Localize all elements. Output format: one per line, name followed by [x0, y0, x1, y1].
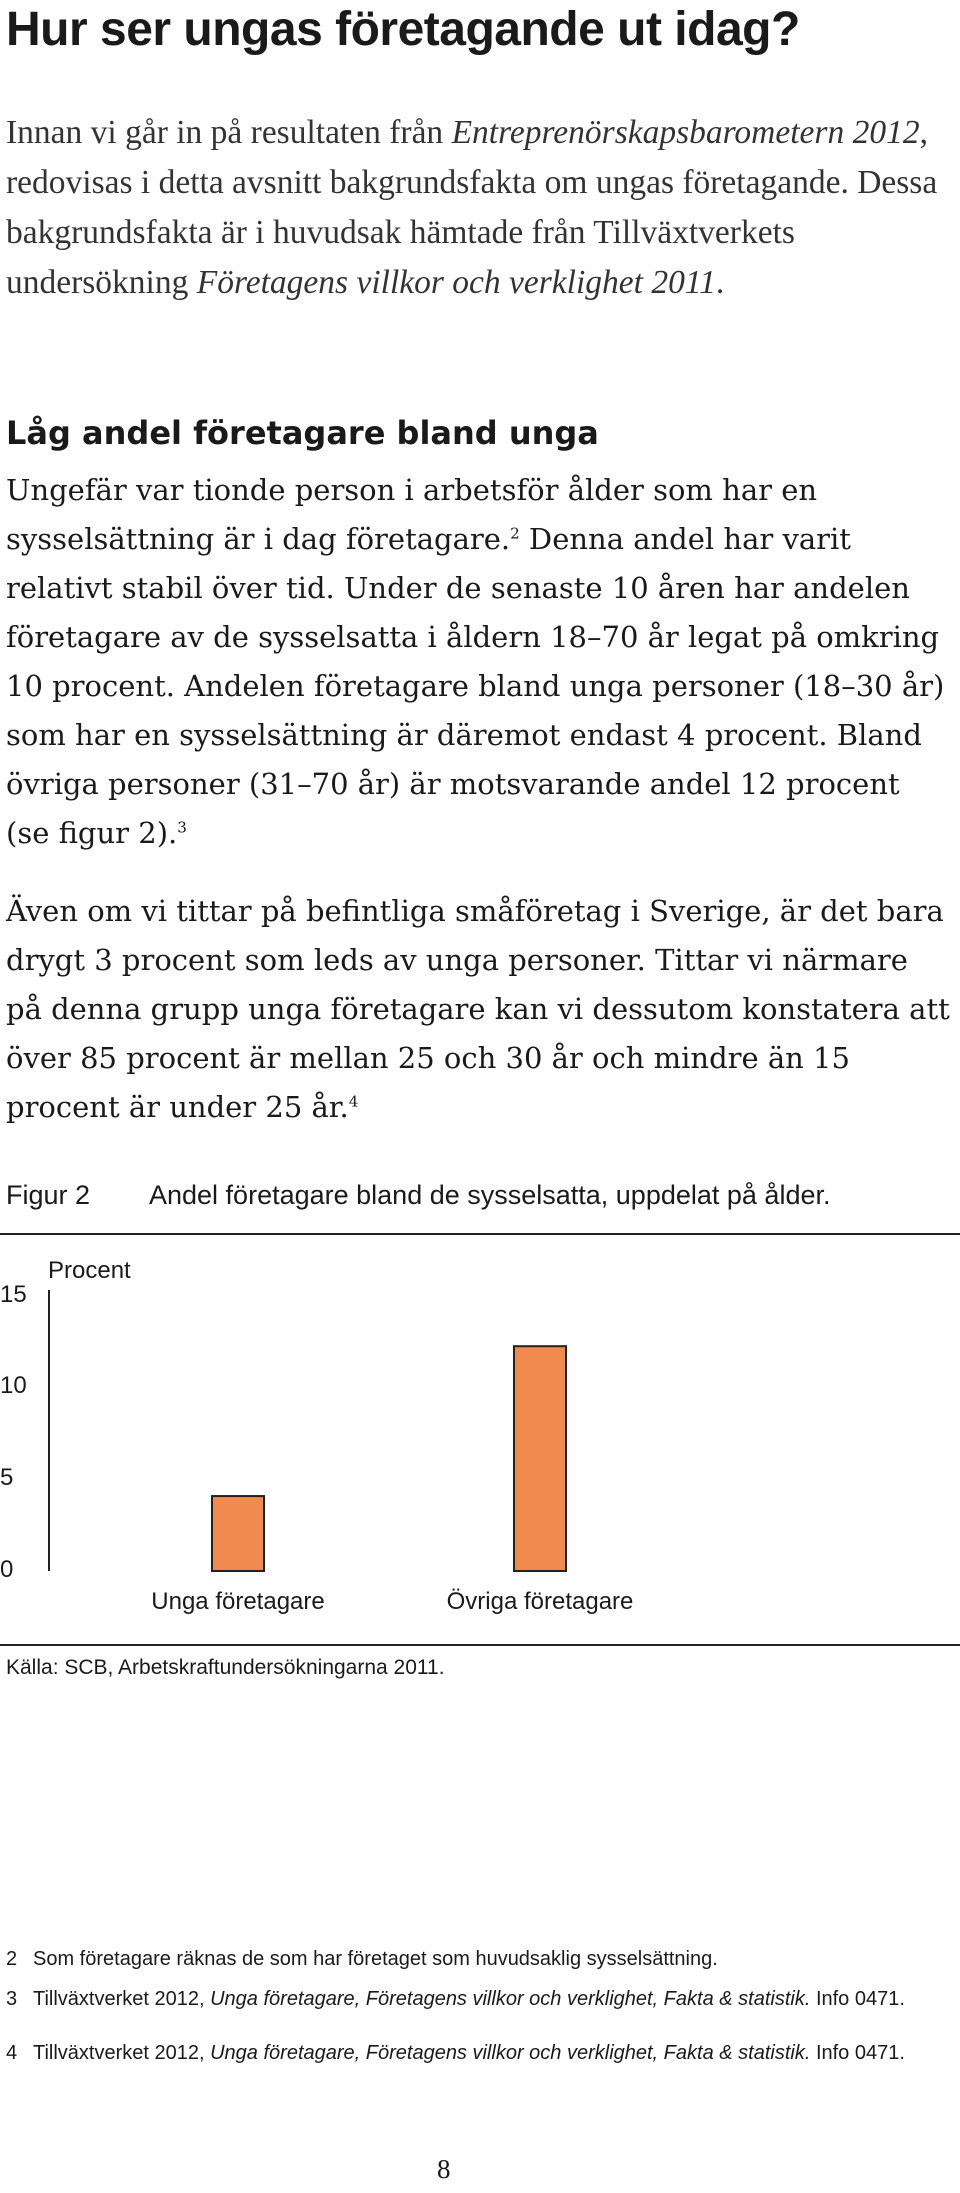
footnote-text: Info 0471. — [810, 1988, 905, 2010]
footnote-ref[interactable]: 3 — [177, 818, 187, 837]
intro-emphasis-report: Företagens villkor och verklighet 2011 — [196, 264, 716, 301]
figure-caption: Andel företagare bland de sysselsatta, uppdelat på ålder. — [149, 1180, 831, 1210]
page-number: 8 — [437, 2154, 451, 2184]
x-category-label: Unga företagare — [151, 1588, 325, 1615]
figure-label: Figur 2 — [6, 1180, 91, 1210]
body-paragraph-2 — [6, 887, 951, 1132]
footnote-emphasis: Unga företagare, Företagens villkor och verklighet, Fakta & statistik. — [210, 2042, 811, 2064]
page-heading: Hur ser ungas företagande ut idag? — [6, 3, 800, 56]
footnote-item — [6, 1986, 956, 2013]
y-tick-label: 0 — [0, 1556, 14, 1583]
body-paragraph-1 — [6, 466, 951, 858]
y-tick-label: 15 — [0, 1281, 27, 1308]
figure-source: Källa: SCB, Arbetskraftundersökningarna 2011. — [6, 1656, 445, 1679]
footnote-ref[interactable]: 2 — [510, 524, 520, 543]
bar-ovriga — [514, 1346, 566, 1571]
body-text: Även om vi tittar på befintliga småföretag i Sverige, är det bara drygt 3 procent som leds av unga personer. Tittar vi närmare på denna grupp unga företagare kan vi dessutom konstatera att över 85 procent är mellan 25 och 30 år och mindre än 15 procent är under 25 år. — [6, 894, 950, 1124]
footnote-item — [6, 2040, 956, 2067]
chart-y-axis-label: Procent — [48, 1257, 131, 1284]
section-heading: Låg andel företagare bland unga — [6, 414, 599, 452]
body-text: Ungefär var tionde person i arbetsför ålder som har en sysselsättning är i dag företagare. — [6, 473, 818, 556]
footnote-text: Som företagare räknas de som har företaget som huvudsaklig sysselsättning. — [33, 1948, 718, 1970]
x-category-label: Övriga företagare — [446, 1588, 634, 1615]
y-tick-label: 5 — [0, 1464, 14, 1491]
footnote-item — [6, 1946, 956, 1973]
footnote-ref[interactable]: 4 — [348, 1092, 359, 1111]
bar-unga — [212, 1496, 264, 1571]
intro-text: , redovisas i detta avsnitt bakgrundsfakta om ungas företagande. Dessa bakgrundsfakta är i huvudsak hämtade från Tillväxtverkets undersökning — [6, 114, 938, 301]
intro-paragraph — [6, 108, 946, 308]
footnote-text: Tillväxtverket 2012, — [33, 2042, 211, 2064]
footnote-number: 4 — [6, 2042, 18, 2064]
footnote-text: Info 0471. — [810, 2042, 905, 2064]
footnote-text: Tillväxtverket 2012, — [33, 1988, 211, 2010]
intro-emphasis-title: Entreprenörskapsbarometern 2012 — [451, 114, 920, 151]
figure-bottom-rule — [0, 1644, 960, 1646]
footnote-number: 2 — [6, 1948, 18, 1970]
footnote-emphasis: Unga företagare, Företagens villkor och verklighet, Fakta & statistik. — [210, 1988, 811, 2010]
figure-top-rule — [0, 1233, 960, 1235]
y-tick-label: 10 — [0, 1372, 27, 1399]
intro-text: . — [715, 264, 725, 301]
footnote-number: 3 — [6, 1988, 18, 2010]
intro-text: Innan vi går in på resultaten från — [6, 114, 452, 151]
body-text: Denna andel har varit relativt stabil över tid. Under de senaste 10 åren har andelen företagare av de sysselsatta i åldern 18–70 år legat på omkring 10 procent. Andelen företagare bland unga personer (18–30 år) som har en sysselsättning är däremot endast 4 procent. Bland övriga personer (31–70 år) är motsvarande andel 12 procent (se figur 2). — [6, 522, 945, 850]
